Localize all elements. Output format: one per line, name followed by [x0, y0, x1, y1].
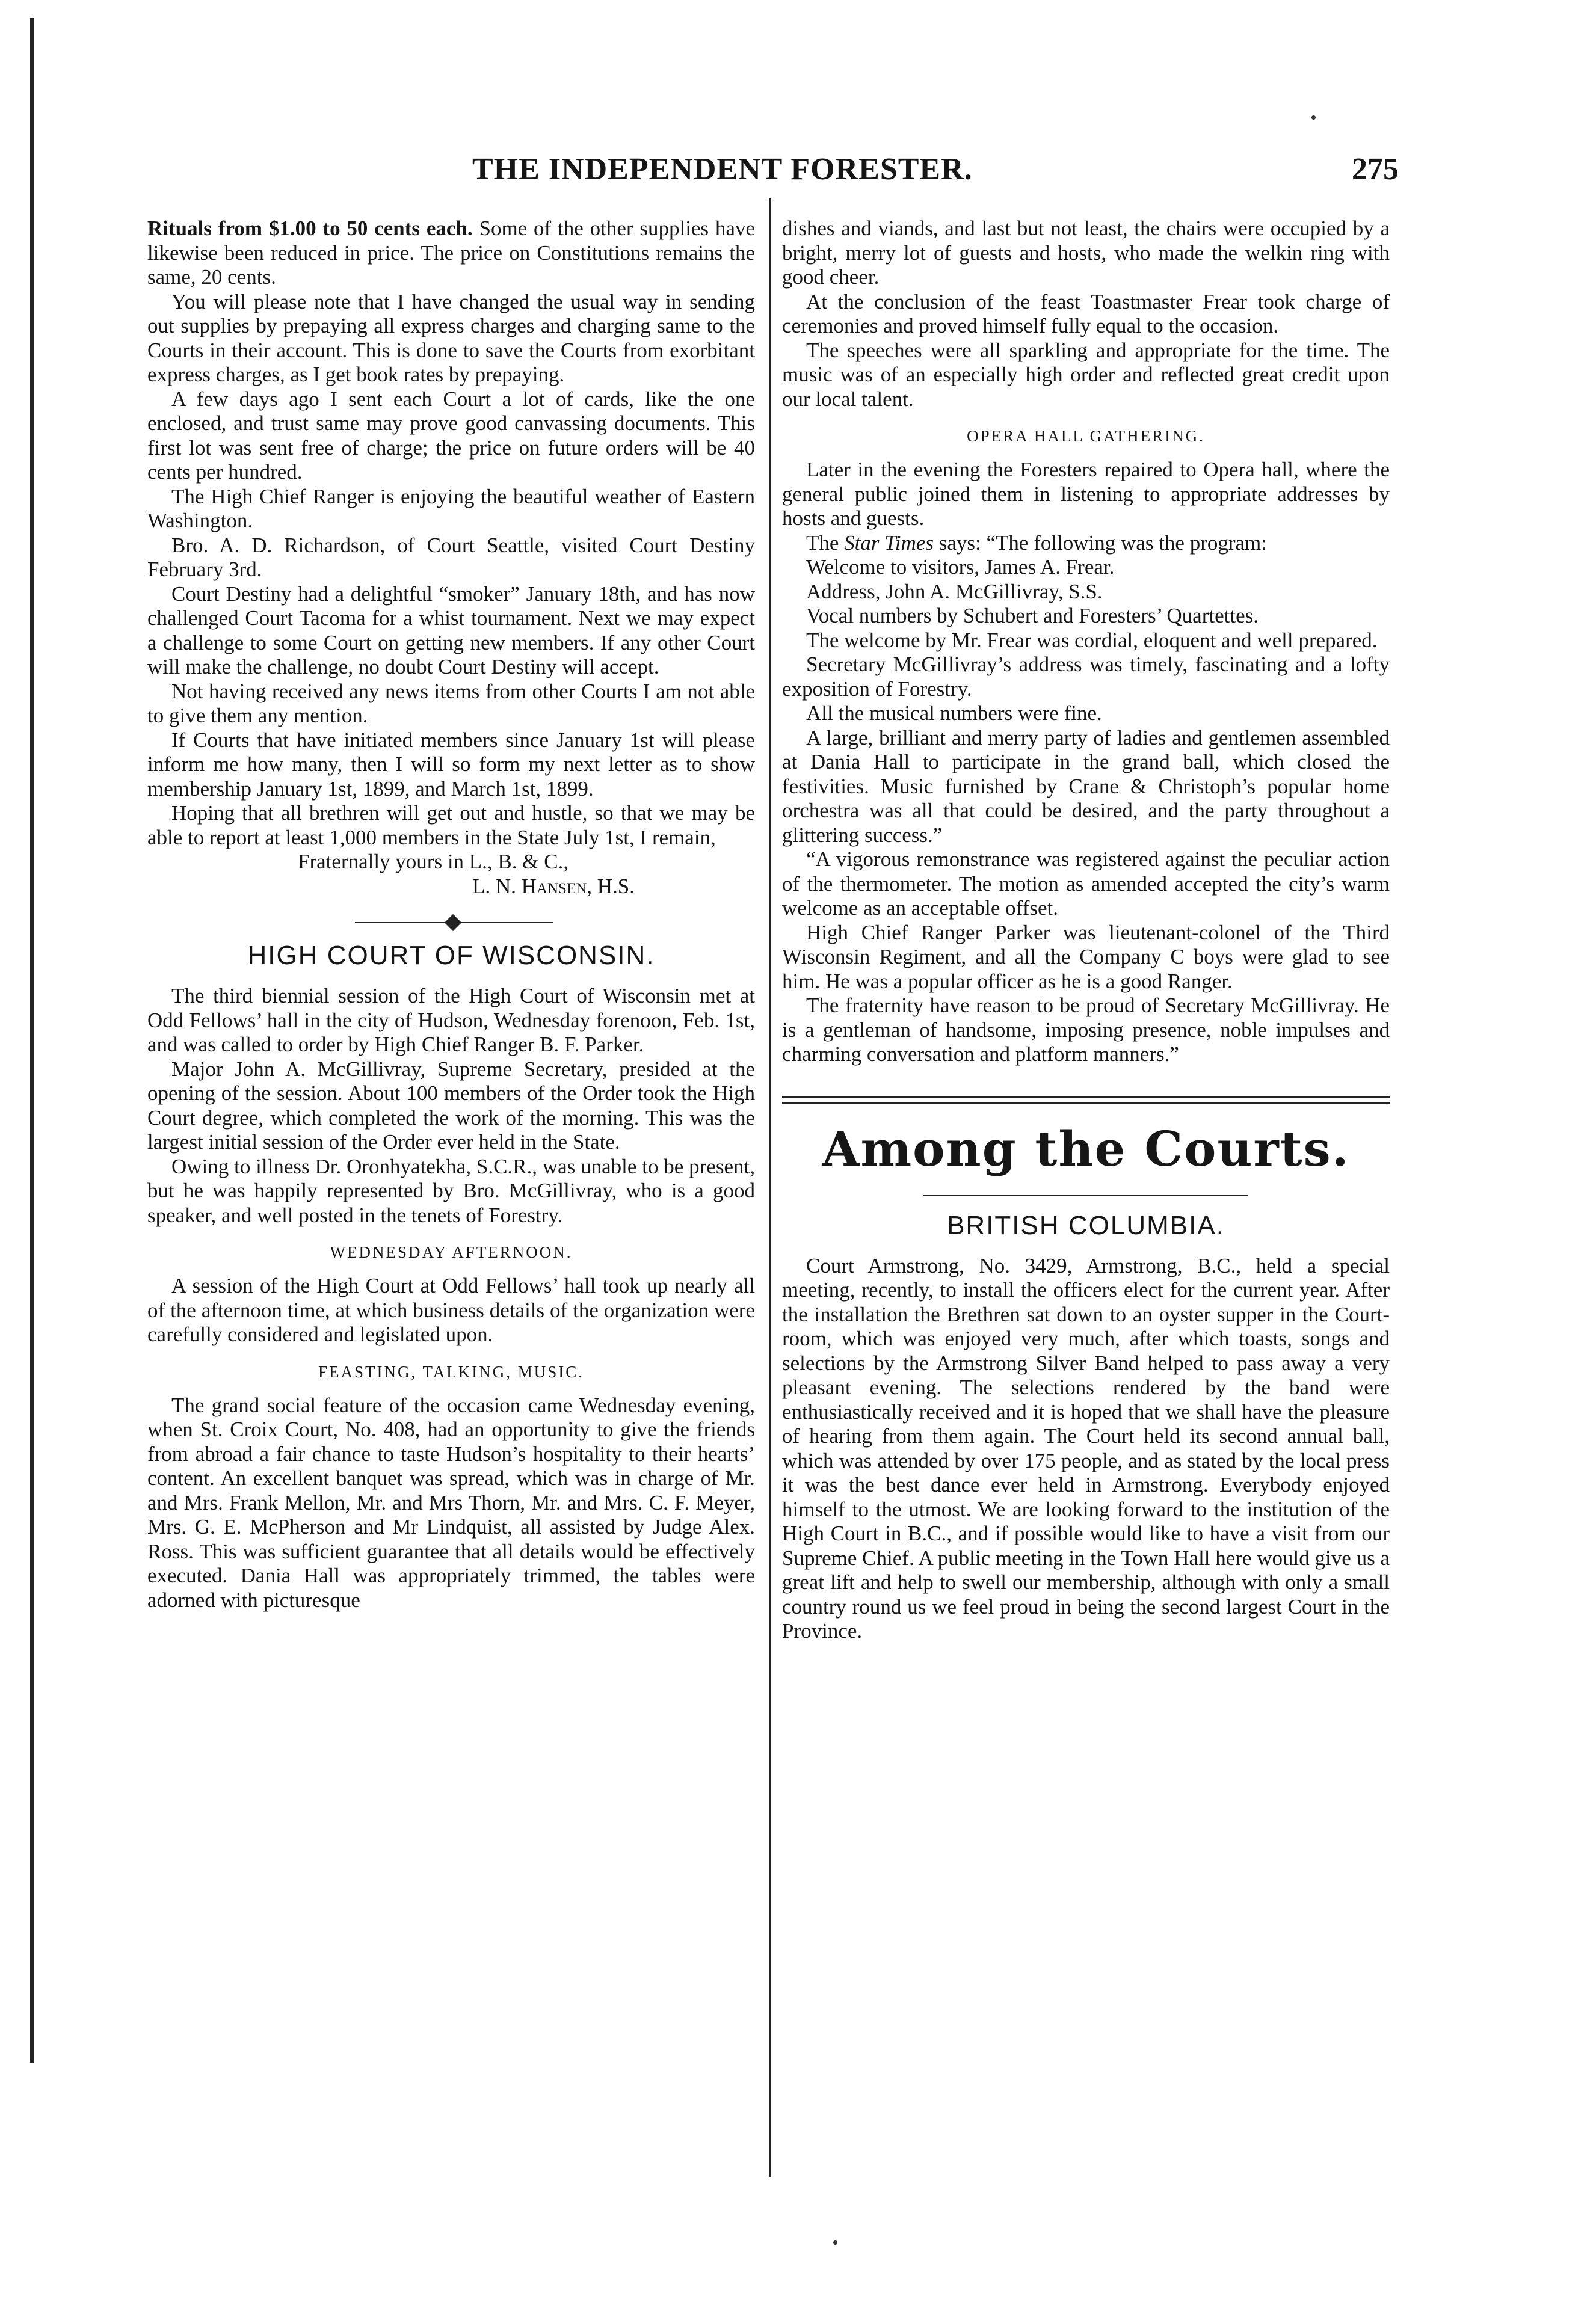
paragraph: Secretary McGillivray’s address was timely, fascinating and a lofty exposition of Forestry. [782, 653, 1390, 701]
program-item: Welcome to visitors, James A. Frear. [806, 555, 1115, 579]
running-header [147, 152, 1399, 200]
section-heading: HIGH COURT OF WISCONSIN. [247, 941, 655, 970]
paragraph-text: The [806, 530, 845, 555]
column-divider [769, 198, 771, 2177]
section-divider [782, 1096, 1390, 1104]
paragraph: “A vigorous remonstrance was registered against the peculiar action of the thermometer. The motion as amended accepted the city’s warm welcome as an acceptable offset. [782, 847, 1390, 920]
signoff: Fraternally yours in L., B. & C., [298, 850, 569, 873]
subheading: OPERA HALL GATHERING. [967, 427, 1205, 445]
paragraph-text: Some of the other supplies have likewise been reduced in price. The price on Constitutions remains the same, 20 cents. [147, 217, 755, 289]
paragraph: High Chief Ranger Parker was lieutenant-colonel of the Third Wisconsin Regiment, and all the Company C boys were glad to see him. He was a popular officer as he is a good Ranger. [782, 920, 1390, 993]
left-column [147, 217, 755, 1612]
paragraph: A large, brilliant and merry party of ladies and gentlemen assembled at Dania Hall to participate in the grand ball, which closed the festivities. Music furnished by Crane & Christoph’s popular home orchestra was all that could be desired, and the party throughout a glittering success.” [782, 725, 1390, 847]
signature: L. N. Hansen, H.S. [472, 874, 635, 898]
paragraph: Court Armstrong, No. 3429, Armstrong, B.C., held a special meeting, recently, to install the officers elect for the current year. After the installation the Brethren sat down to an oyster supper in the Court-room, which was enjoyed very much, after which toasts, songs and selections by the Armstrong Silver Band helped to pass away a very pleasant evening. The selections rendered by the band were enthusiastically received and it is hoped that we shall have the pleasure of hearing from them again. The Court held its second annual ball, which was attended by over 175 people, and as stated by the local press it was the best dance ever held in Armstrong. Everybody enjoyed himself to the utmost. We are looking forward to the institution of the High Court in B.C., and if possible would like to have a visit from our Supreme Chief. A public meeting in the Town Hall here would give us a great lift and help to swell our membership, although with only a small country round us we feel proud in being the second largest Court in the Province. [782, 1253, 1390, 1643]
paragraph: The third biennial session of the High Court of Wisconsin met at Odd Fellows’ hall in the city of Hudson, Wednesday forenoon, Feb. 1st, and was called to order by High Chief Ranger B. F. Parker. [147, 984, 755, 1056]
heading-rule [923, 1195, 1248, 1196]
program-item: Vocal numbers by Schubert and Foresters’ Quartettes. [806, 604, 1259, 627]
ornament-diamond [445, 914, 461, 931]
paragraph: Later in the evening the Foresters repaired to Opera hall, where the general public joined them in listening to appropriate addresses by hosts and guests. [782, 458, 1390, 530]
speck [1311, 115, 1316, 120]
paragraph: The grand social feature of the occasion came Wednesday evening, when St. Croix Court, No. 408, had an opportunity to give the friends from abroad a fair chance to taste Hudson’s hospitality to their hearts’ content. An excellent banquet was spread, which was in charge of Mr. and Mrs. Frank Mellon, Mr. and Mrs Thorn, Mr. and Mrs. C. F. Meyer, Mrs. G. E. McPherson and Mr Lindquist, all assisted by Judge Alex. Ross. This was sufficient guarantee that all details would be effectively executed. Dania Hall was appropriately trimmed, the tables were adorned with picturesque [147, 1393, 755, 1612]
subsection-heading: BRITISH COLUMBIA. [947, 1210, 1225, 1240]
paragraph: Hoping that all brethren will get out and hustle, so that we may be able to report at least 1,000 members in the State July 1st, I remain, [147, 801, 755, 849]
subheading: FEASTING, TALKING, MUSIC. [318, 1362, 585, 1381]
section-ornament [147, 911, 755, 935]
newspaper-name: Star Times [844, 530, 934, 555]
paragraph: The speeches were all sparkling and appropriate for the time. The music was of an especially high order and reflected great credit upon our local talent. [782, 338, 1390, 411]
paragraph [782, 531, 1390, 556]
binding-edge-rule [30, 18, 34, 2063]
paragraph: All the musical numbers were fine. [806, 701, 1102, 725]
paragraph: Court Destiny had a delightful “smoker” January 18th, and has now challenged Court Tacoma for a whist tournament. Next we may expect a challenge to some Court on getting new members. If any other Court will make the challenge, no doubt Court Destiny will accept. [147, 582, 755, 678]
paragraph: Owing to illness Dr. Oronhyatekha, S.C.R., was unable to be present, but he was happily represented by Bro. McGillivray, who is a good speaker, and well posted in the tenets of Forestry. [147, 1154, 755, 1227]
paragraph: The welcome by Mr. Frear was cordial, eloquent and well prepared. [806, 628, 1378, 652]
paragraph: A session of the High Court at Odd Fellows’ hall took up nearly all of the afternoon time, at which business details of the organization were carefully considered and legislated upon. [147, 1274, 755, 1346]
program-item: Address, John A. McGillivray, S.S. [806, 579, 1103, 603]
paragraph: Major John A. McGillivray, Supreme Secretary, presided at the opening of the session. About 100 members of the Order took the High Court degree, which completed the work of the morning. This was the largest initial session of the Order ever held in the State. [147, 1057, 755, 1154]
paragraph: A few days ago I sent each Court a lot of cards, like the one enclosed, and trust same may prove good canvassing documents. This first lot was sent free of charge; the price on future orders will be 40 cents per hundred. [147, 387, 755, 484]
paragraph: Not having received any news items from other Courts I am not able to give them any mention. [147, 679, 755, 727]
right-column [782, 217, 1390, 1644]
paragraph: You will please note that I have changed the usual way in sending out supplies by prepaying all express charges and charging same to the Courts in their account. This is done to save the Courts from exorbitant express charges, as I get book rates by prepaying. [147, 289, 755, 386]
paragraph: The fraternity have reason to be proud of Secretary McGillivray. He is a gentleman of handsome, imposing presence, noble impulses and charming conversation and platform manners.” [782, 994, 1390, 1066]
journal-title: THE INDEPENDENT FORESTER. [472, 152, 973, 186]
paragraph: If Courts that have initiated members since January 1st will please inform me how many, then I will so form my next letter as to show membership January 1st, 1899, and March 1st, 1899. [147, 728, 755, 801]
paragraph [147, 217, 755, 290]
department-heading: Among the Courts. [822, 1120, 1350, 1177]
paragraph-text: says: “The following was the program: [933, 530, 1268, 555]
paragraph: dishes and viands, and last but not least, the chairs were occupied by a bright, merry lot of guests and hosts, who made the welkin ring with good cheer. [782, 217, 1390, 289]
lead-text: Rituals from $1.00 to 50 cents each. [147, 217, 473, 240]
paragraph: Bro. A. D. Richardson, of Court Seattle, visited Court Destiny February 3rd. [147, 533, 755, 581]
page-number: 275 [1352, 152, 1399, 186]
subheading: WEDNESDAY AFTERNOON. [330, 1243, 573, 1261]
paragraph: The High Chief Ranger is enjoying the beautiful weather of Eastern Washington. [147, 484, 755, 532]
paragraph: At the conclusion of the feast Toastmaster Frear took charge of ceremonies and proved himself fully equal to the occasion. [782, 289, 1390, 337]
speck [833, 2240, 837, 2245]
